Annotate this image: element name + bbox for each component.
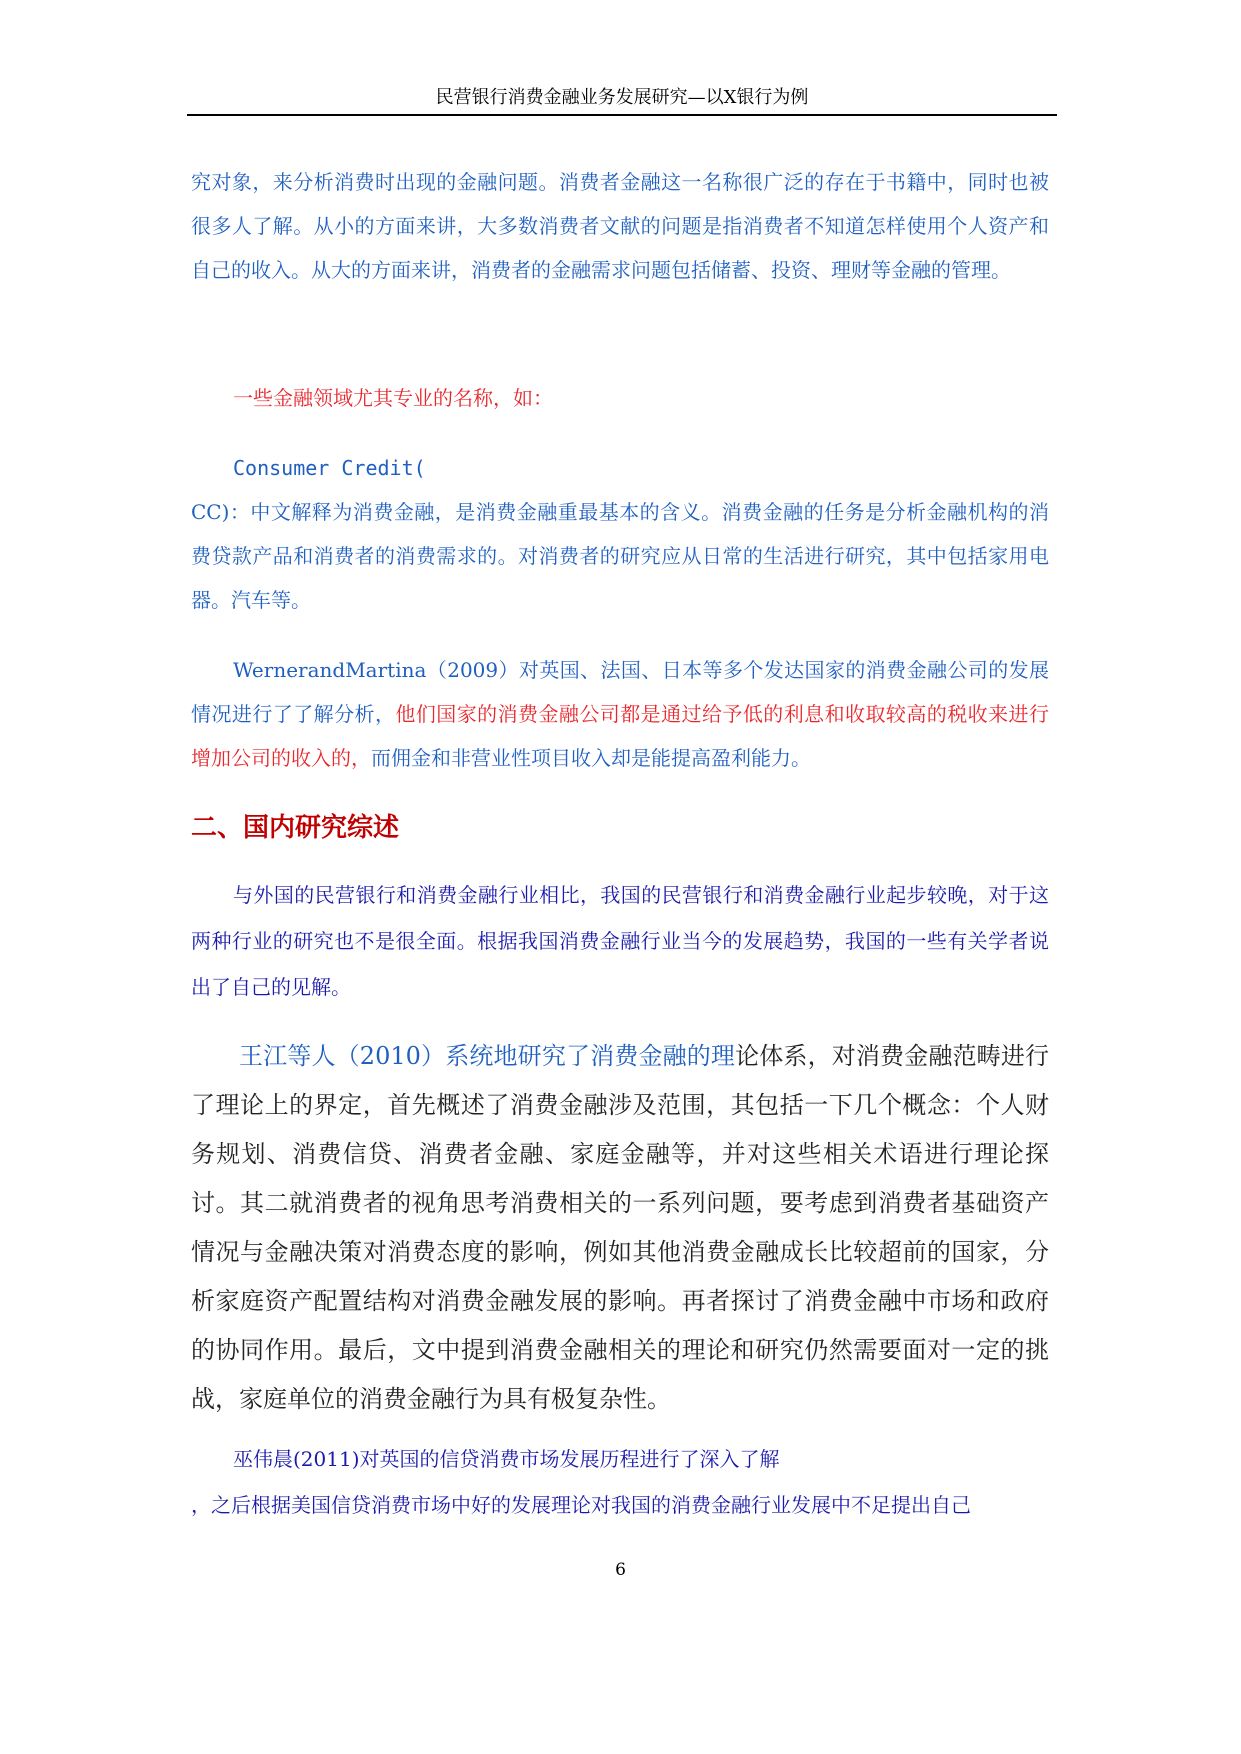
- paragraph-wu-weichen-line2: ，之后根据美国信贷消费市场中好的发展理论对我国的消费金融行业发展中不足提出自己: [191, 1493, 971, 1517]
- werner-martina-highlight: 他们国家的消费金融公司都是通过给予低的利息和收取较高的税收来进行增加公司的收入的，: [191, 702, 1049, 770]
- wang-jiang-text-blue: 王江等人（2010）系统地研究了消费金融的理: [239, 1042, 736, 1070]
- paragraph-werner-martina: [191, 648, 1049, 780]
- werner-martina-text-2: 而佣金和非营业性项目收入却是能提高盈利能力。: [371, 746, 811, 770]
- wang-jiang-text-dark: 论体系，对消费金融范畴进行了理论上的界定，首先概述了消费金融涉及范围，其包括一下几个概念：个人财务规划、消费信贷、消费者金融、家庭金融等，并对这些相关术语进行理论探讨。其二就消费者的视角思考消费相关的一系列问题，要考虑到消费者基础资产情况与金融决策对消费态度的影响，例如其他消费金融成长比较超前的国家，分析家庭资产配置结构对消费金融发展的影响。再者探讨了消费金融中市场和政府的协同作用。最后，文中提到消费金融相关的理论和研究仍然需要面对一定的挑战，家庭单位的消费金融行为具有极复杂性。: [191, 1042, 1049, 1413]
- werner-martina-text-1: WernerandMartina（2009）对英国、法国、日本等多个发达国家的消费金融公司的发展情况进行了了解分析，: [191, 658, 1049, 726]
- paragraph-wu-weichen-line1: 巫伟晨(2011)对英国的信贷消费市场发展历程进行了深入了解: [233, 1447, 780, 1471]
- paragraph-domestic-overview: 与外国的民营银行和消费金融行业相比，我国的民营银行和消费金融行业起步较晚，对于这两种行业的研究也不是很全面。根据我国消费金融行业当今的发展趋势，我国的一些有关学者说出了自己的见解。: [191, 883, 1049, 999]
- section-heading-domestic-review: 二、国内研究综述: [191, 813, 400, 843]
- page-number: 6: [615, 1560, 626, 1580]
- paragraph-consumer-credit-term: Consumer Credit(: [233, 456, 426, 480]
- paragraph-consumer-credit-definition: CC)：中文解释为消费金融，是消费金融重最基本的含义。消费金融的任务是分析金融机构的消费贷款产品和消费者的消费需求的。对消费者的研究应从日常的生活进行研究，其中包括家用电器。汽车等。: [191, 500, 1049, 612]
- header-rule: [187, 114, 1057, 116]
- running-header: 民营银行消费金融业务发展研究—以X银行为例: [435, 87, 809, 108]
- paragraph-terms-intro: 一些金融领域尤其专业的名称，如：: [233, 386, 553, 410]
- paragraph-wang-jiang: [191, 1032, 1049, 1424]
- paragraph-consumer-finance-intro: 究对象，来分析消费时出现的金融问题。消费者金融这一名称很广泛的存在于书籍中，同时也被很多人了解。从小的方面来讲，大多数消费者文献的问题是指消费者不知道怎样使用个人资产和自己的收入。从大的方面来讲，消费者的金融需求问题包括储蓄、投资、理财等金融的管理。: [191, 170, 1049, 282]
